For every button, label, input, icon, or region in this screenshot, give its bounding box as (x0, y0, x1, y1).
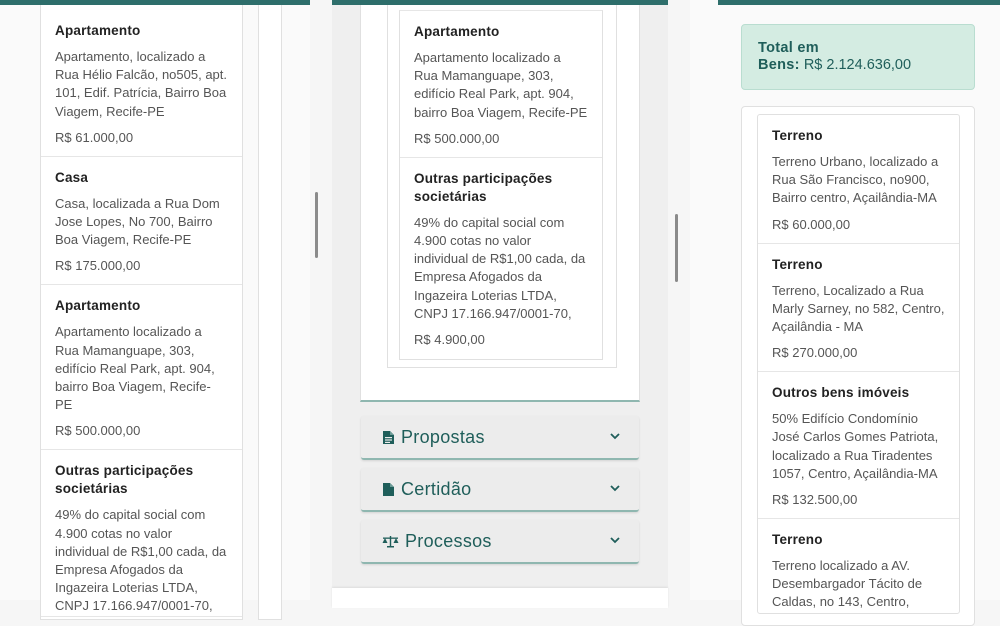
middle-bottom-card (332, 588, 668, 608)
item-description: 49% do capital social com 4.900 cotas no valor individual de R$1,00 cada, da Empresa Afogados da Ingazeira Loterias LTDA, CNPJ 17.166.947/0001-70, (55, 507, 227, 614)
chevron-down-icon (609, 533, 621, 551)
total-value: R$ 2.124.636,00 (803, 57, 912, 73)
item-description: Apartamento localizado a Rua Mamanguape, 303, edifício Real Park, apt. 904, bairro Boa Viagem, Recife-PE (414, 50, 588, 120)
list-item (41, 285, 242, 450)
item-title: Outras participações societárias (55, 463, 194, 497)
item-value: R$ 500.000,00 (414, 130, 500, 146)
top-accent-bar-left (0, 0, 310, 5)
total-label-cont: Bens: (758, 57, 800, 73)
accordion-propostas[interactable] (361, 416, 639, 460)
item-description: Terreno Urbano, localizado a Rua São Francisco, no900, Bairro centro, Açailândia-MA (772, 154, 939, 206)
list-item (758, 115, 959, 244)
item-description: 49% do capital social com 4.900 cotas no valor individual de R$1,00 cada, da Empresa Afogados da Ingazeira Loterias LTDA, CNPJ 17.166.947/0001-70, (414, 214, 586, 321)
item-title: Apartamento (414, 24, 500, 39)
item-description: Terreno, Localizado a Rua Marly Sarney, no 582, Centro, Açailândia - MA (772, 282, 945, 335)
left-side-strip (258, 0, 282, 620)
left-scrollbar-thumb[interactable] (315, 192, 318, 258)
item-title: Casa (55, 169, 89, 185)
list-item (41, 450, 242, 616)
item-value: R$ 60.000,00 (772, 216, 851, 232)
list-item (400, 11, 602, 158)
list-item (41, 157, 242, 286)
item-value: R$ 132.500,00 (772, 492, 858, 508)
item-description: Casa, localizada a Rua Dom Jose Lopes, No 700, Bairro Boa Viagem, Recife-PE (55, 195, 220, 248)
list-item (758, 244, 959, 373)
item-title: Terreno (772, 256, 823, 272)
item-description: 50% Edifício Condomínio José Carlos Gomes Patriota, localizado a Rua Tiradentes 1057, Centro, Açailândia-MA (772, 411, 939, 481)
item-description: Terreno localizado a AV. Desembargador Tácito de Caldas, no 143, Centro, (772, 558, 923, 610)
total-bens-box (741, 24, 975, 90)
left-panel (0, 0, 310, 614)
middle-bens-card (399, 10, 603, 360)
list-item (758, 372, 959, 519)
list-item (400, 158, 602, 358)
chevron-down-icon (609, 481, 621, 499)
item-title: Terreno (772, 128, 823, 143)
list-item (758, 519, 959, 612)
middle-scrollbar-thumb[interactable] (675, 214, 678, 282)
item-value: R$ 4.900,00 (414, 332, 485, 348)
document-icon (381, 429, 395, 445)
right-bens-card (757, 114, 960, 614)
item-value: R$ 500.000,00 (55, 423, 141, 439)
accordion-label: Propostas (401, 426, 485, 447)
top-accent-bar-middle (332, 0, 668, 5)
item-title: Terreno (772, 532, 823, 548)
item-description: Apartamento localizado a Rua Mamanguape, 303, edifício Real Park, apt. 904, bairro Boa Viagem, Recife-PE (55, 324, 215, 413)
left-bens-card (40, 0, 243, 620)
item-title: Outras participações societárias (414, 170, 553, 204)
item-value: R$ 270.000,00 (772, 345, 858, 361)
total-label: Total em (758, 40, 819, 56)
item-description: Apartamento, localizado a Rua Hélio Falcão, no505, apt. 101, Edif. Patrícia, Bairro Boa Viagem, Recife-PE (55, 49, 227, 119)
list-item (41, 0, 242, 157)
accordion-processos[interactable] (361, 520, 639, 564)
item-title: Apartamento (55, 23, 141, 38)
top-accent-bar (718, 0, 1000, 5)
item-value: R$ 61.000,00 (55, 129, 134, 145)
accordion-label: Processos (405, 530, 492, 551)
item-title: Outros bens imóveis (772, 385, 910, 401)
accordion-label: Certidão (401, 478, 472, 499)
chevron-down-icon (609, 429, 621, 447)
file-icon (381, 481, 395, 497)
item-value: R$ 175.000,00 (55, 258, 141, 274)
scale-icon (381, 533, 399, 549)
item-title: Apartamento (55, 298, 141, 314)
accordion-certidao[interactable] (361, 468, 639, 512)
